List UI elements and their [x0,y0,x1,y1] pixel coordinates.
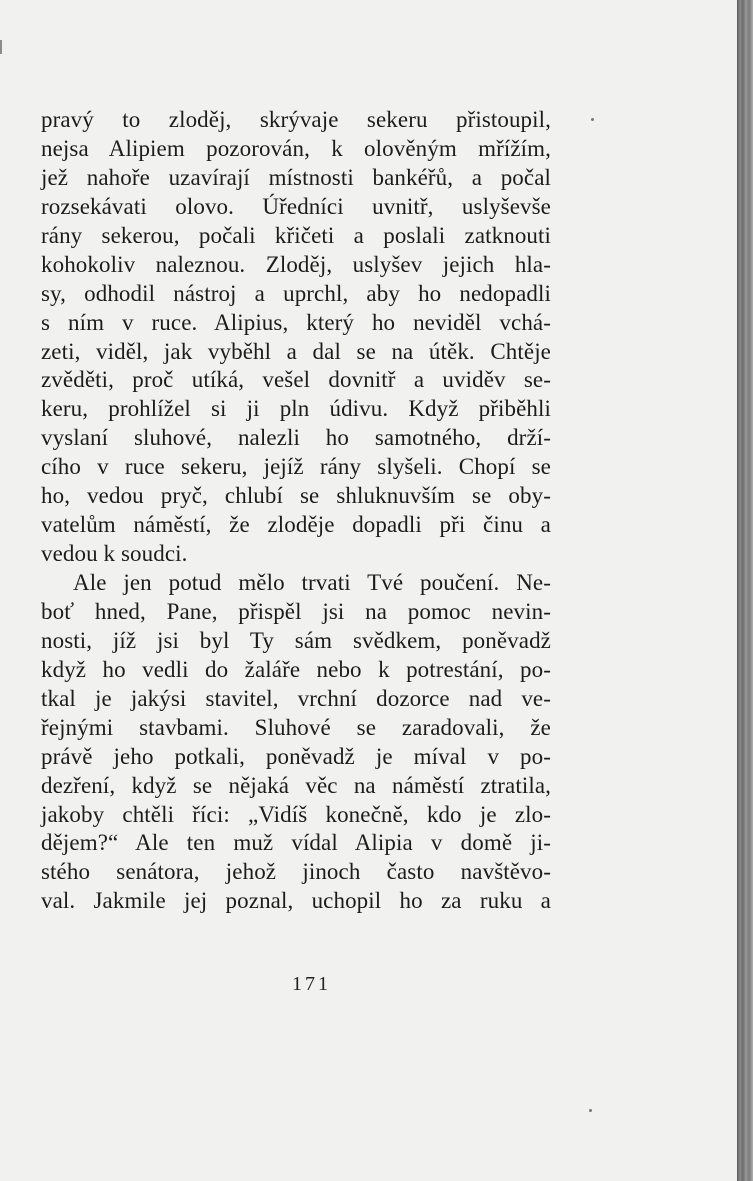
text-line: dějem?“ Ale ten muž vídal Alipia v domě ji- [41,830,551,856]
page-number: 171 [292,973,331,995]
text-line: vyslaní sluhové, nalezli ho samotného, drží- [41,425,551,451]
text-line: val. Jakmile jej poznal, uchopil ho za ruku a [41,888,551,914]
text-line: dezření, když se nějaká věc na náměstí ztratila, [41,772,551,798]
text-line: vatelům náměstí, že zloděje dopadli při činu a [41,512,551,538]
page-edge-shadow [737,0,753,1181]
text-line: nosti, jíž jsi byl Ty sám svědkem, poněvadž [41,627,551,653]
text-line: rány sekerou, počali křičeti a poslali zatknouti [41,222,551,248]
body-text [41,106,551,916]
text-line: zvěděti, proč utíká, vešel dovnitř a uviděv se- [41,367,551,393]
text-line: právě jeho potkali, poněvadž je míval v po- [41,743,551,769]
text-line: stého senátora, jehož jinoch často navštěvo- [41,859,551,885]
text-line: keru, prohlížel si ji pln údivu. Když přiběhli [41,396,551,422]
text-line: tkal je jakýsi stavitel, vrchní dozorce nad ve- [41,685,551,711]
text-line: vedou k soudci. [41,541,188,567]
margin-mark [0,40,2,54]
text-line: sy, odhodil nástroj a uprchl, aby ho nedopadli [41,280,551,306]
paper-speck [591,118,594,121]
paragraph-first-line: Ale jen potud mělo trvati Tvé poučení. Ne- [73,570,551,595]
text-line: když ho vedli do žaláře nebo k potrestání, po- [41,656,551,682]
text-line: jakoby chtěli říci: „Vidíš konečně, kdo je zlo- [41,801,551,827]
text-line: kohokoliv naleznou. Zloděj, uslyšev jejich hla- [41,251,551,277]
text-line: boť hned, Pane, přispěl jsi na pomoc nevin- [41,598,551,624]
text-line: ho, vedou pryč, chlubí se shluknuvším se oby- [41,483,551,509]
paper-speck [589,1109,592,1112]
text-line: cího v ruce sekeru, jejíž rány slyšeli. Chopí se [41,454,551,480]
text-line: jež nahoře uzavírají místnosti bankéřů, a počal [41,164,551,190]
text-line: nejsa Alipiem pozorován, k olověným mřížím, [41,135,551,161]
text-line: zeti, viděl, jak vyběhl a dal se na útěk. Chtěje [41,338,551,364]
text-line: pravý to zloděj, skrývaje sekeru přistoupil, [41,107,551,132]
text-line: s ním v ruce. Alipius, který ho neviděl vchá- [41,309,551,335]
text-line: řejnými stavbami. Sluhové se zaradovali, že [41,714,551,740]
text-line: rozsekávati olovo. Úředníci uvnitř, uslyševše [41,193,551,219]
